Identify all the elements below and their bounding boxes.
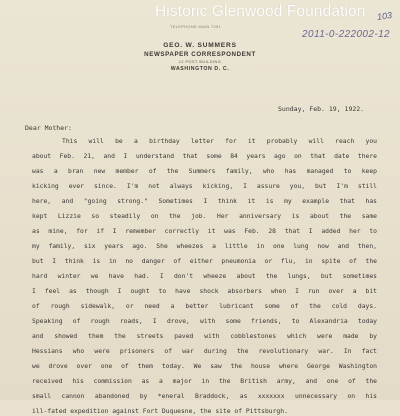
body-line: here, and "going strong." Sometimes I think it is my example that has (32, 198, 377, 205)
body-line: my family, six years ago. She wheezes a little in one lung now and then, (32, 243, 377, 250)
letterhead (0, 41, 400, 73)
letter-date: Sunday, Feb. 19, 1922. (278, 105, 365, 113)
body-line: Speaking of rough roads, I drove, with some friends, to Alexandria today (32, 318, 377, 325)
body-line: we drove over one of them today. We saw the house where George Washington (32, 363, 377, 370)
letterhead-telephone: TELEPHONE MAIN 7291 (170, 24, 222, 29)
body-line: of rough sidewalk, or need a better lubricant some of the cold days. (32, 303, 377, 310)
body-line: Hessians who were prisoners of war during the revolutionary war. In fact (32, 348, 377, 355)
body-line: kept Lizzie so steadily on the job. Her anniversary is about the same (32, 213, 377, 220)
accession-number: 2011-0-222002-12 (302, 29, 390, 40)
watermark-title: Historic Glenwood Foundation (155, 3, 366, 20)
body-line: but I think is in no danger of either pneumonia or flu, in spite of the (32, 258, 377, 265)
body-line: and showed them the streets paved with cobblestones which were made by (32, 333, 377, 340)
body-line: ill-fated expedition against Fort Duquesne, the site of Pittsburgh. (32, 408, 288, 415)
body-line: as mine, for if I remember correctly it was Feb. 28 that I added her to (32, 228, 377, 235)
salutation: Dear Mother: (25, 124, 72, 132)
body-line: was a bran new member of the Summers family, who has managed to keep (32, 168, 377, 175)
body-line: received his commission as a major in the British army, and one of the (32, 378, 377, 385)
letterhead-address: 12 POST BUILDING (178, 60, 222, 64)
body-line: This will be a birthday letter for it probably will reach you (62, 138, 377, 145)
body-line: kicking ever since. I'm not always kicking, I assure you, but I'm still (32, 183, 377, 190)
page-number-mark: 103 (376, 10, 393, 22)
body-line: small cannon abandoned by *eneral Braddock, as xxxxxxx unnecessary on his (32, 393, 377, 400)
body-line: about Feb. 21, and I understand that some 84 years ago on that date there (32, 153, 377, 160)
body-line: I feel as though I ought to have shock absorbers when I run over a bit (32, 288, 377, 295)
body-line: hard winter we have had. I don't wheeze about the lungs, but sometimes (32, 273, 377, 280)
letterhead-name: GEO. W. SUMMERS (163, 42, 237, 49)
letterhead-role: NEWSPAPER CORRESPONDENT (144, 51, 256, 58)
letterhead-city: WASHINGTON D. C. (170, 66, 230, 72)
